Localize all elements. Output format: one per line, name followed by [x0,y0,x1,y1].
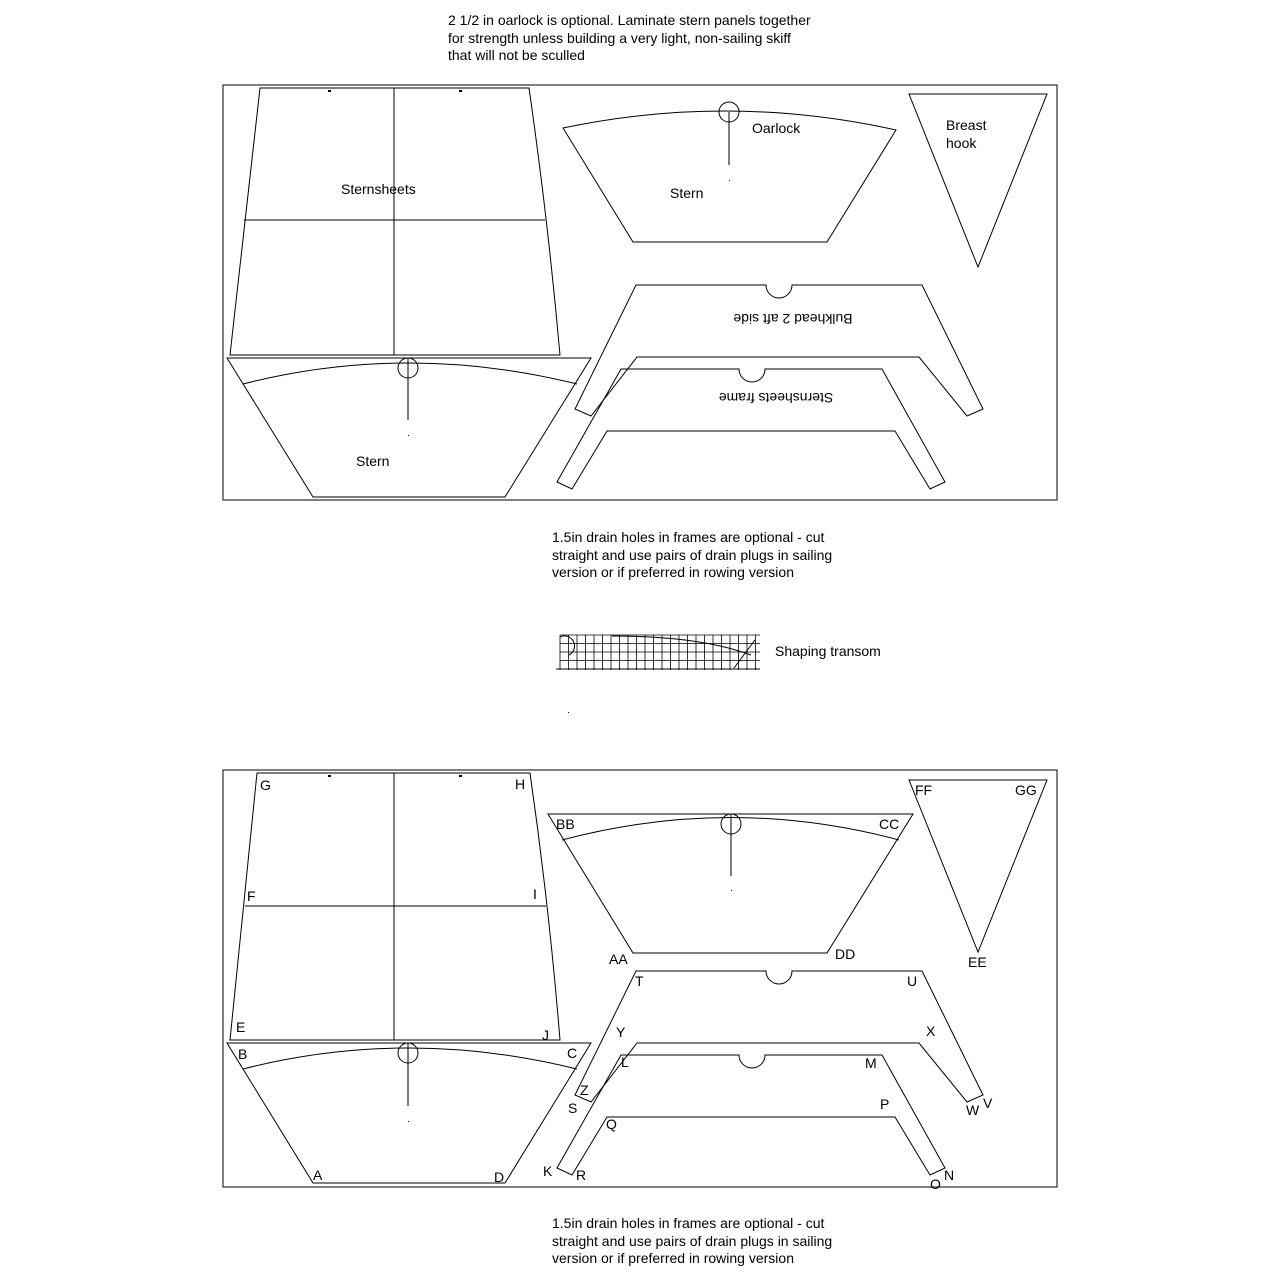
point-label: G [260,777,271,793]
point-label: Z [580,1082,589,1098]
point-label: EE [968,954,987,970]
sternsheets-label: Sternsheets [341,181,416,197]
sternsheets-frame-label: Sternsheets frame [718,390,834,406]
point-label: U [907,973,918,989]
point-label: I [533,886,537,902]
point-label: B [238,1046,248,1062]
point-label: D [494,1169,505,1185]
stern-small-label: Stern [670,185,704,201]
stern-piece-large-lettered [227,1043,591,1183]
breast-hook-label-1: Breast [946,117,987,133]
point-label: T [635,973,644,989]
stern-piece-small [563,102,896,242]
point-label: GG [1015,782,1037,798]
point-label: M [865,1055,877,1071]
bottom-cutting-panel [223,770,1057,1192]
point-label: AA [609,951,628,967]
shaping-transom-label: Shaping transom [775,643,881,659]
stern-piece-large [227,358,591,497]
bulkhead-label: Bulkhead 2 aft side [733,311,853,327]
point-label: H [515,776,526,792]
point-label: K [543,1163,553,1179]
point-label: Q [606,1116,617,1132]
point-label: J [542,1027,549,1043]
stern-piece-small-lettered [548,814,913,953]
point-label: CC [879,816,900,832]
sternsheets-piece [230,88,560,355]
point-label: V [983,1095,993,1111]
point-label: X [926,1023,936,1039]
point-label: R [576,1167,587,1183]
point-label: E [236,1019,246,1035]
top-cutting-panel [223,85,1057,500]
plywood-sheet-outline [223,85,1057,500]
breast-hook-piece-lettered [909,780,1047,952]
point-label: L [621,1054,629,1070]
point-label: N [944,1167,955,1183]
stern-large-label: Stern [356,453,390,469]
point-label: DD [835,946,856,962]
point-label: W [966,1102,980,1118]
oarlock-label: Oarlock [752,120,801,136]
oarlock-note: 2 1/2 in oarlock is optional. Laminate stern panels together for strength unless building a very light, non-sailing skiff that will not be sculled [448,12,811,63]
sternsheets-frame-piece [557,369,945,489]
point-label: Y [616,1024,626,1040]
point-label: O [930,1176,941,1192]
bulkhead-2-piece-lettered [575,971,983,1102]
shaping-transom-diagram [556,635,881,713]
point-label: S [568,1100,578,1116]
breast-hook-piece [909,94,1047,267]
drain-holes-note: 1.5in drain holes in frames are optional - cut straight and use pairs of drain plugs in sailing version or if preferred in rowing version [552,529,833,580]
sternsheets-frame-piece-lettered [557,1055,945,1175]
sternsheets-piece-lettered [230,773,560,1040]
point-label: F [247,888,256,904]
point-label: BB [556,816,575,832]
point-label: P [880,1096,890,1112]
breast-hook-label-2: hook [946,135,977,151]
drain-holes-note-bottom: 1.5in drain holes in frames are optional - cut straight and use pairs of drain plugs in sailing version or if preferred in rowing version [552,1215,833,1266]
point-label: FF [915,782,933,798]
point-labels [236,776,1037,1192]
point-label: C [567,1045,578,1061]
point-label: A [313,1167,323,1183]
